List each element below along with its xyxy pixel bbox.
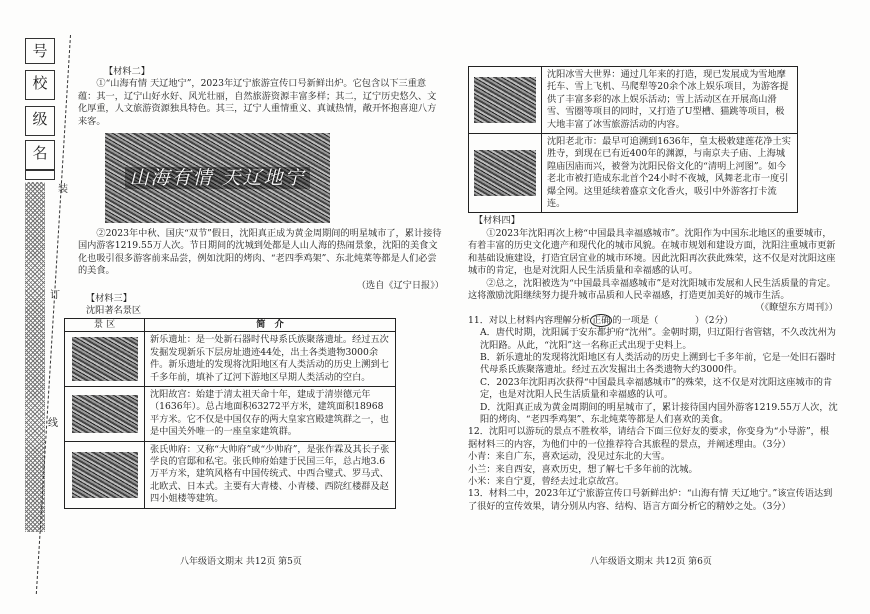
ice-snow-world-photo	[474, 77, 536, 123]
row-text: 沈阳冰雪大世界：通过几年来的打造，现已发展成为雪地摩托车、雪上飞机、马爬犁等20余个冰上娱乐项目，为游客提供了丰富多彩的冰上娱乐活动；雪上活动区在开展高山滑雪、雪圈等项目的同时，又打造了U型槽、猫跳等项目，极大地丰富了冰雪旅游活动的内容。	[547, 69, 789, 130]
field-label-number: 号	[25, 38, 55, 64]
field-label-school: 校	[25, 70, 55, 100]
q12-friend-3: 小米：来自宁夏，曾经去过北京故宫。	[468, 476, 625, 487]
q11-stem-a: 11．对以上材料内容理解分析	[468, 314, 590, 326]
zhang-mansion-photo	[72, 452, 138, 498]
table-row	[65, 386, 395, 441]
material-4-heading: 【材料四】	[474, 215, 520, 227]
page-footer-left: 八年级语文期末 共12页 第5页	[180, 557, 302, 567]
q13-stem: 13．材料二中，2023年辽宁旅游宣传口号新鲜出炉：“山海有情 天辽地宁。”该宣传语达到了很好的宣传效果，请分别从内容、结构、语言方面分析它的精妙之处。（3分）	[468, 488, 833, 512]
material-4-para-1: ①2023年沈阳再次上榜“中国最具幸福感城市”。沈阳作为中国东北地区的重要城市，有着丰富的历史文化遗产和现代化的城市风貌。在城市规划和建设方面，沈阳注重城市更新和基础设施建设，打造宜居宜业的城市环境。因此沈阳再次获此殊荣，这不仅是对沈阳这座城市的肯定，也是对沈阳人民生活质量和幸福感的认可。	[468, 227, 836, 277]
field-label-name: 名	[25, 140, 55, 170]
cut-label-xian: 线	[48, 418, 58, 429]
scenic-spots-table-cont	[468, 66, 798, 213]
table-row	[469, 133, 797, 212]
xinle-site-photo	[72, 337, 138, 381]
row-text: 沈阳老北市：最早可追溯到1636年，皇太极敕建莲花净土实胜寺，到现在已有近400年的渊源，与南京夫子庙、上海城隍庙因庙而兴，被誉为沈阳民俗文化的“清明上河图”。如今老北市被打造成东北首个24小时不夜城，风舞老北市一度引爆全网。这里延续着盛京文化香火，吸引中外游客打卡流连。	[547, 136, 791, 210]
cut-label-ding: 订	[50, 290, 60, 301]
cut-label-zhuang: 装	[58, 184, 68, 195]
left-page-column	[78, 66, 444, 509]
question-12	[468, 426, 838, 488]
material-2-para-1: ①“山海有情 天辽地宁”，2023年辽宁旅游宣传口号新鲜出炉。它包含以下三重意蕴：其一，辽宁山好水好、风光壮丽，自然旅游资源丰富多样；其二，辽宁历史悠久、文化厚重，人文旅游资源独具特色。其三，辽宁人重情重义、真诚热情，敞开怀抱喜迎八方来客。	[78, 78, 437, 127]
row-text: 沈阳故宫：始建于清太祖天命十年，建成于清崇德元年（1636年）。总占地面积63272平方米，建筑面积18968平方米。它不仅是中国仅存的两大皇家宫殿建筑群之一，也是中国关外唯一的一座皇家建筑群。	[150, 388, 389, 438]
material-4-source: （《瞭望东方周刊》）	[755, 302, 838, 314]
table-row	[469, 67, 797, 133]
q12-friend-2: 小兰：来自西安，喜欢历史，想了解七千多年前的沈城。	[468, 463, 698, 475]
table-header-intro: 简 介	[256, 318, 284, 330]
table-row	[65, 441, 395, 508]
material-2-source: （选自《辽宁日报》）	[356, 279, 444, 291]
right-page-column	[468, 66, 838, 513]
q11-stem-b: 的一项是（ ）（2分）	[612, 314, 734, 326]
q12-friend-1: 小青：来自广东，喜欢运动，没见过东北的大雪。	[468, 451, 671, 463]
question-11	[468, 315, 838, 427]
field-blank	[25, 170, 55, 180]
material-3-subtitle: 沈阳著名景区	[86, 305, 142, 317]
material-4-para-2: ②总之，沈阳被选为“中国最具幸福感城市”是对沈阳城市发展和人民生活质量的肯定。这将激励沈阳继续努力提升城市品质和人民幸福感，打造更加美好的城市生活。	[468, 277, 836, 301]
q11-option-a: A．唐代时期，沈阳属于安东都护府“沈州”。金朝时期，归辽阳行省管辖，不久改沈州为沈阳路。从此，“沈阳”这一名称正式出现于史料上。	[480, 327, 836, 351]
q11-option-b: B．新乐遗址的发现将沈阳地区有人类活动的历史上溯到七千多年前，它是一处旧石器时代母系氏族聚落遗址。经过五次发掘出土各类遗物大约3000件。	[480, 351, 836, 376]
page-footer-right: 八年级语文期末 共12页 第6页	[590, 557, 712, 567]
q11-circled-word: 正确	[591, 314, 611, 326]
slogan-banner-image	[105, 133, 330, 223]
row-text: 张氏帅府：又称“大帅府”或“少帅府”，是张作霖及其长子张学良的官邸和私宅。张氏帅府始建于民国三年，总占地3.6万平方米，建筑风格有中国传统式、中西合璧式、罗马式、北欧式、日本式。主要有大青楼、小青楼、西院红楼群及赵四小姐楼等建筑。	[150, 443, 390, 505]
table-row	[65, 331, 395, 386]
old-north-market-photo	[474, 150, 536, 196]
q12-stem: 12．沈阳可以游玩的景点不胜枚举，请结合下面三位好友的要求，你变身为“小导游”，根据材料三的内容，为他们中的一位推荐符合其旅程的景点，并阐述理由。（3分）	[468, 426, 830, 450]
imperial-palace-photo	[72, 395, 138, 433]
field-label-class: 级	[25, 106, 55, 136]
material-2-para-2: ②2023年中秋、国庆“双节”假日，沈阳真正成为黄金周期间的明星城市了，累计接待国内游客1219.55万人次。节日期间的沈城到处都是人山人海的热闹景象，沈阳的美食文化也吸引很多游客前来品尝，例如沈阳的烤肉、“老四季鸡架”、东北炖菜等都是人们必尝的美食。	[78, 228, 442, 277]
table-header-spot: 景 区	[65, 319, 145, 331]
banner-slogan: 山海有情 天辽地宁	[125, 167, 309, 189]
scenic-spots-table	[64, 318, 396, 509]
material-2-heading: 【材料二】	[104, 66, 150, 77]
row-text: 新乐遗址：是一处新石器时代母系氏族聚落遗址。经过五次发掘发现新乐下层房址遗迹44处，出土各类遗物3000余件。新乐遗址的发现将沈阳地区有人类活动的历史上溯到七千多年前，填补了辽河下游地区早期人类活动的空白。	[150, 334, 389, 383]
q11-option-c: C．2023年沈阳再次获得“中国最具幸福感城市”的殊荣，这不仅是对沈阳这座城市的肯定，也是对沈阳人民生活质量和幸福感的认可。	[480, 376, 833, 401]
material-3-heading: 【材料三】	[86, 293, 132, 305]
q11-option-d: D．沈阳真正成为黄金周期间的明星城市了，累计接待国内国外游客1219.55万人次，沈阳的烤肉、“老四季鸡架”、东北炖菜等都是人们喜欢的美食。	[480, 401, 838, 425]
